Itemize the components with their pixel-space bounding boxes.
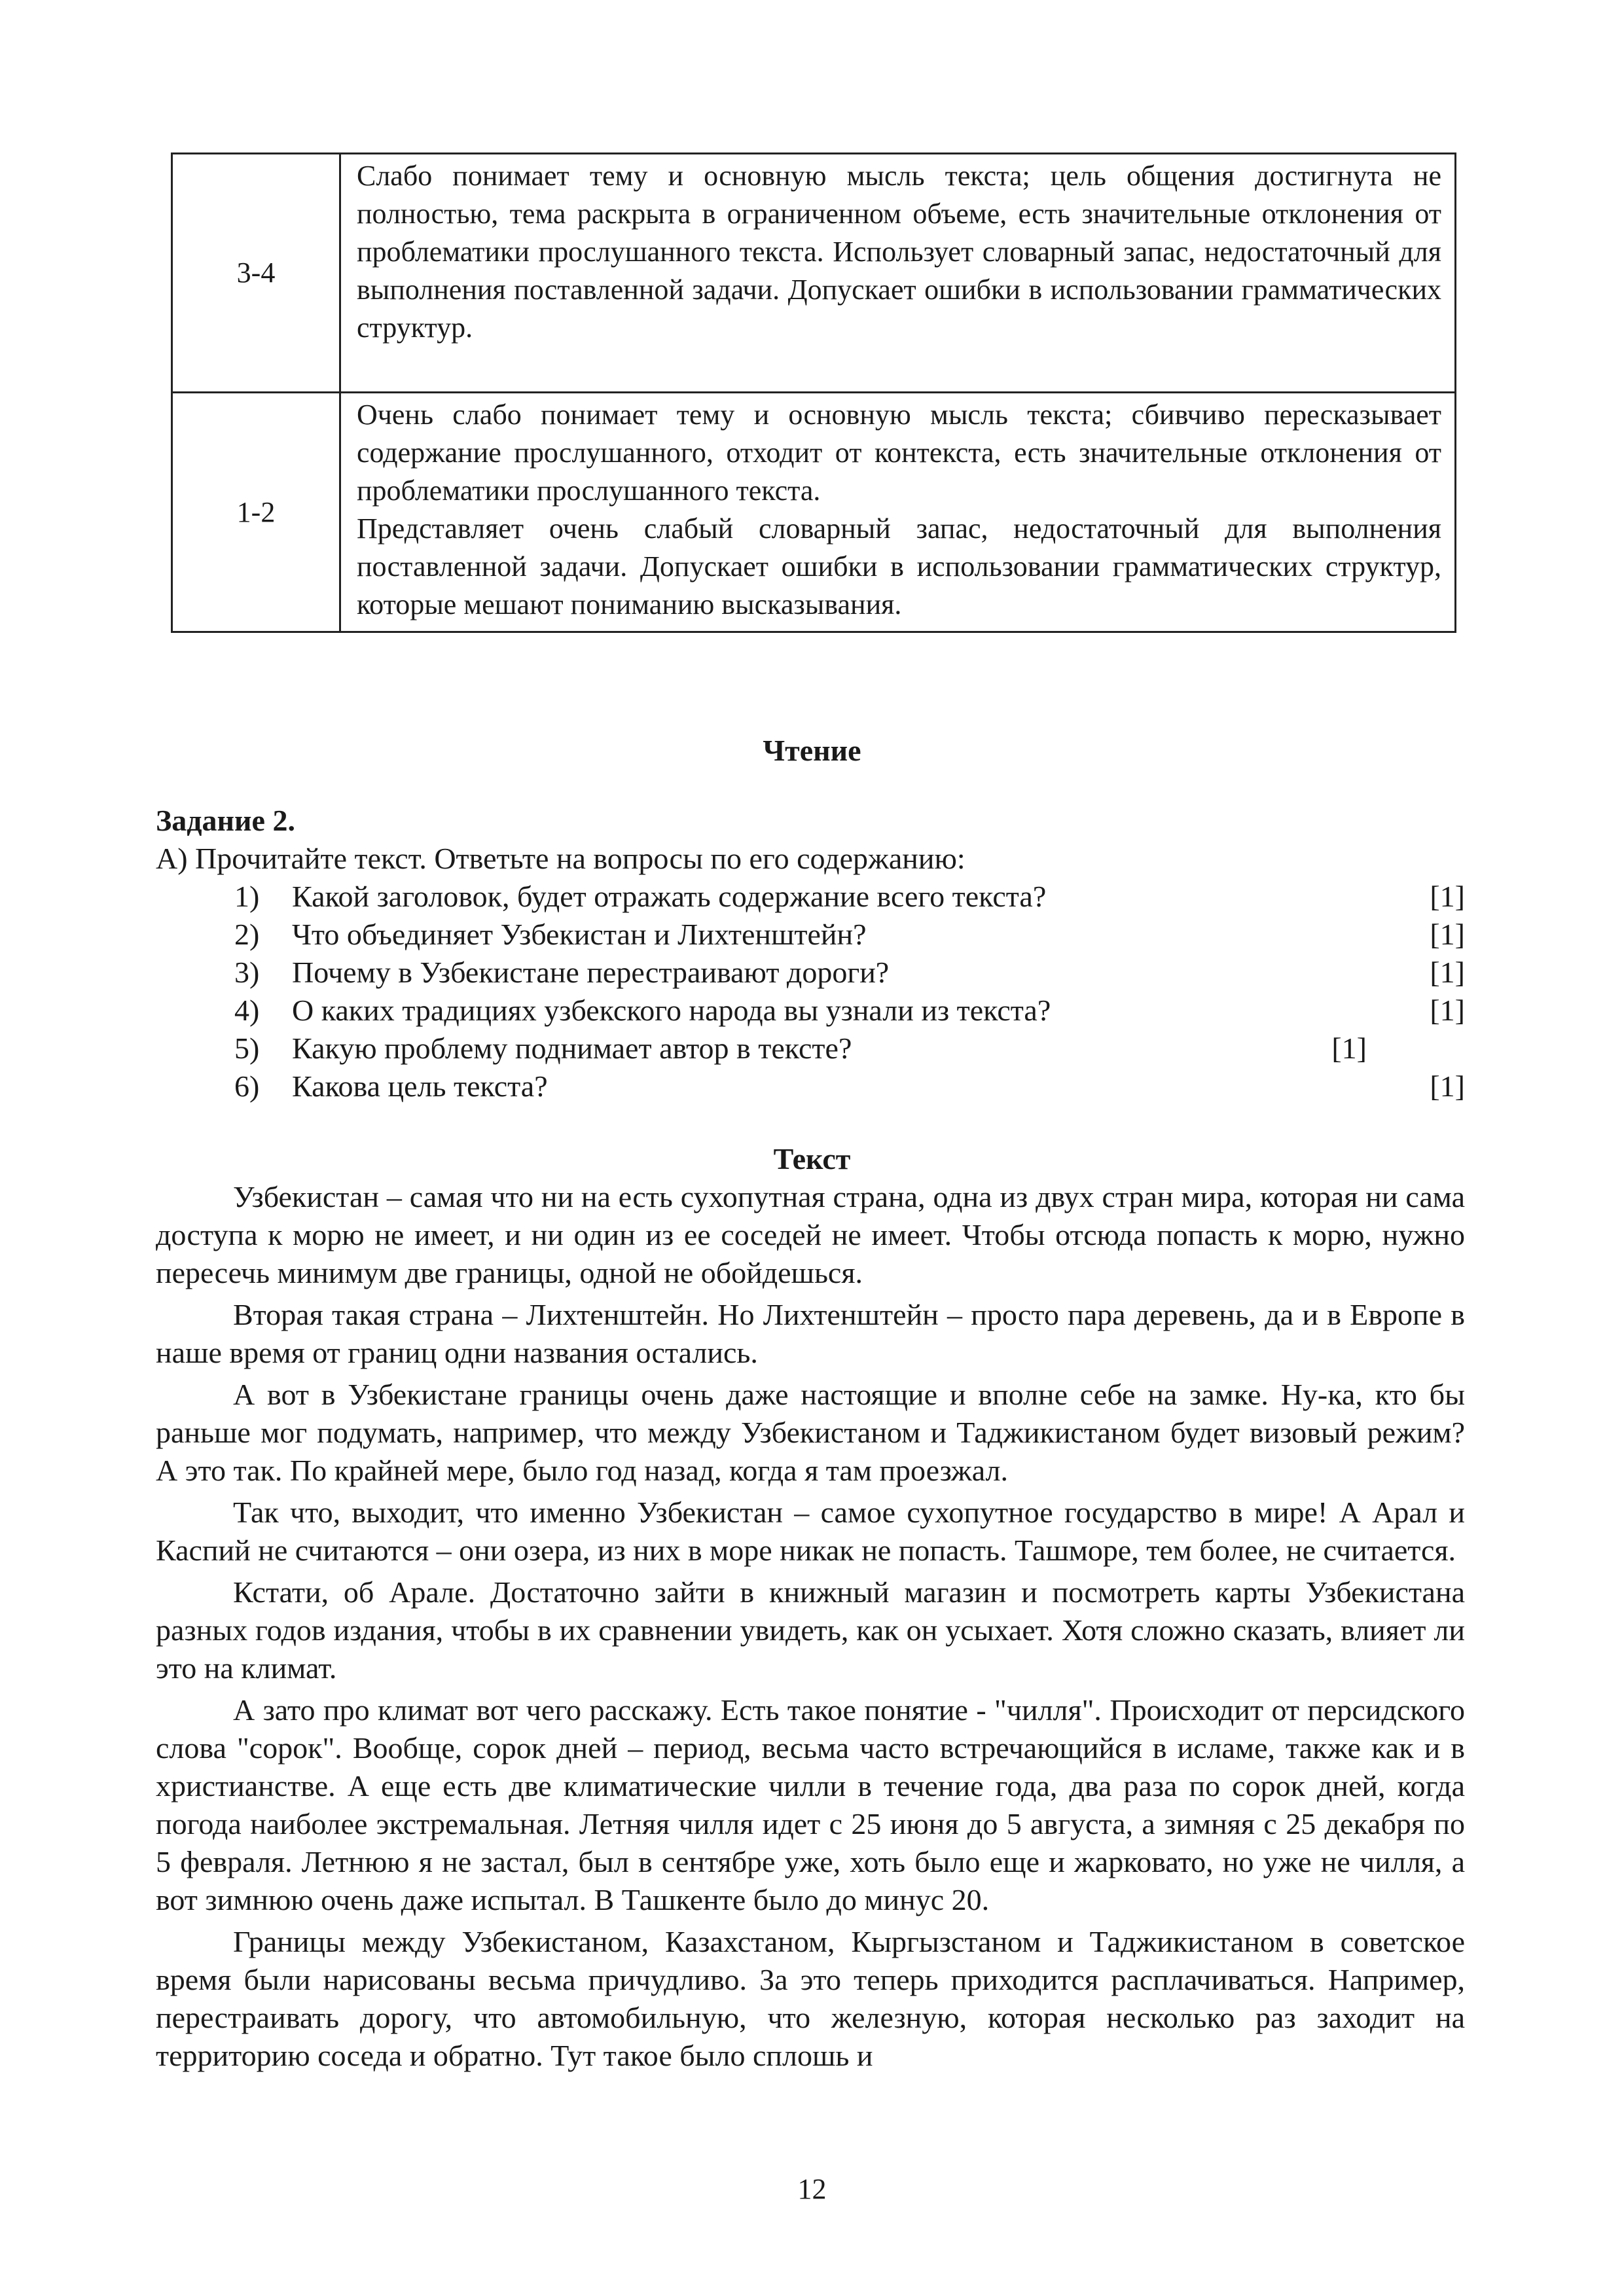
- question-item: [156, 992, 1465, 1030]
- question-number: 2): [234, 918, 260, 951]
- question-text: Какой заголовок, будет отражать содержание всего текста?: [292, 880, 1047, 913]
- question-mark: [1]: [1430, 994, 1465, 1027]
- question-number: 4): [234, 994, 260, 1027]
- criteria-row: [172, 154, 1456, 393]
- question-mark: [1]: [1331, 1031, 1367, 1065]
- question-text: Какова цель текста?: [292, 1069, 548, 1103]
- description-paragraph: Слабо понимает тему и основную мысль текста; цель общения достигнута не полностью, тема раскрыта в ограниченном объеме, есть значительные отклонения от проблематики прослушанного текста. Использует словарный запас, недостаточный для выполнения поставленной задачи. Допускает ошибки в использовании грамматических структур.: [357, 160, 1441, 344]
- task-instruction: А) Прочитайте текст. Ответьте на вопросы по его содержанию:: [156, 842, 965, 875]
- text-paragraph: Границы между Узбекистаном, Казахстаном, Кыргызстаном и Таджикистаном в советское время были нарисованы весьма причудливо. За это теперь приходится расплачиваться. Например, перестраивать дорогу, что автомобильную, что железную, которая несколько раз заходит на территорию соседа и обратно. Тут такое было сплошь и: [156, 1925, 1465, 2072]
- score-cell: 1-2: [172, 393, 340, 632]
- question-number: 3): [234, 956, 260, 989]
- text-paragraph: А вот в Узбекистане границы очень даже настоящие и вполне себе на замке. Ну-ка, кто бы раньше мог подумать, например, что между Узбекистаном и Таджикистаном будет визовый режим? А это так. По крайней мере, было год назад, когда я там проезжал.: [156, 1378, 1465, 1487]
- text-paragraph: А зато про климат вот чего расскажу. Есть такое понятие - "чилля". Происходит от персидского слова "сорок". Вообще, сорок дней – период, весьма часто встречающийся в исламе, также как и в христианстве. А еще есть две климатические чилли в течение года, два раза по сорок дней, когда погода наиболее экстремальная. Летняя чилля идет с 25 июня до 5 августа, а зимняя с 25 декабря по 5 февраля. Летнюю я не застал, был в сентябре уже, хоть было еще и жарковато, но уже не чилля, а вот зимнюю очень даже испытал. В Ташкенте было до минус 20.: [156, 1693, 1465, 1916]
- question-text: Какую проблему поднимает автор в тексте?: [292, 1031, 852, 1065]
- question-item: [156, 916, 1465, 954]
- criteria-row: [172, 393, 1456, 632]
- section-title: Чтение: [763, 734, 861, 767]
- question-mark: [1]: [1430, 880, 1465, 913]
- criteria-table: [171, 152, 1456, 633]
- task-title: Задание 2.: [156, 804, 295, 837]
- question-item: [156, 878, 1465, 916]
- question-list: [156, 878, 1465, 1105]
- question-number: 6): [234, 1069, 260, 1103]
- question-item: [156, 1030, 1465, 1067]
- page-number: 12: [797, 2173, 827, 2205]
- text-paragraph: Вторая такая страна – Лихтенштейн. Но Лихтенштейн – просто пара деревень, да и в Европе в наше время от границ одни названия остались.: [156, 1298, 1465, 1369]
- question-mark: [1]: [1430, 956, 1465, 989]
- question-number: 1): [234, 880, 260, 913]
- question-text: Что объединяет Узбекистан и Лихтенштейн?: [292, 918, 867, 951]
- question-number: 5): [234, 1031, 260, 1065]
- description-paragraph: Очень слабо понимает тему и основную мысль текста; сбивчиво пересказывает содержание прослушанного, отходит от контекста, есть значительные отклонения от проблематики прослушанного текста.: [357, 399, 1441, 507]
- description-cell: [340, 393, 1456, 632]
- description-paragraph: Представляет очень слабый словарный запас, недостаточный для выполнения поставленной задачи. Допускает ошибки в использовании грамматических структур, которые мешают пониманию высказывания.: [357, 512, 1441, 620]
- question-mark: [1]: [1430, 918, 1465, 951]
- score-cell: 3-4: [172, 154, 340, 393]
- text-title: Текст: [773, 1142, 851, 1175]
- text-body: [156, 1178, 1465, 2079]
- description-cell: [340, 154, 1456, 393]
- question-item: [156, 954, 1465, 992]
- text-paragraph: Кстати, об Арале. Достаточно зайти в книжный магазин и посмотреть карты Узбекистана разных годов издания, чтобы в их сравнении увидеть, как он усыхает. Хотя сложно сказать, влияет ли это на климат.: [156, 1575, 1465, 1685]
- text-paragraph: Узбекистан – самая что ни на есть сухопутная страна, одна из двух стран мира, которая ни сама доступа к морю не имеет, и ни один из ее соседей не имеет. Чтобы отсюда попасть к морю, нужно пересечь минимум две границы, одной не обойдешься.: [156, 1180, 1465, 1289]
- question-text: Почему в Узбекистане перестраивают дороги?: [292, 956, 890, 989]
- question-item: [156, 1067, 1465, 1105]
- question-mark: [1]: [1430, 1069, 1465, 1103]
- task-block: [156, 802, 1465, 1105]
- text-paragraph: Так что, выходит, что именно Узбекистан – самое сухопутное государство в мире! А Арал и Каспий не считаются – они озера, из них в море никак не попасть. Ташморе, тем более, не считается.: [156, 1496, 1465, 1567]
- question-text: О каких традициях узбекского народа вы узнали из текста?: [292, 994, 1051, 1027]
